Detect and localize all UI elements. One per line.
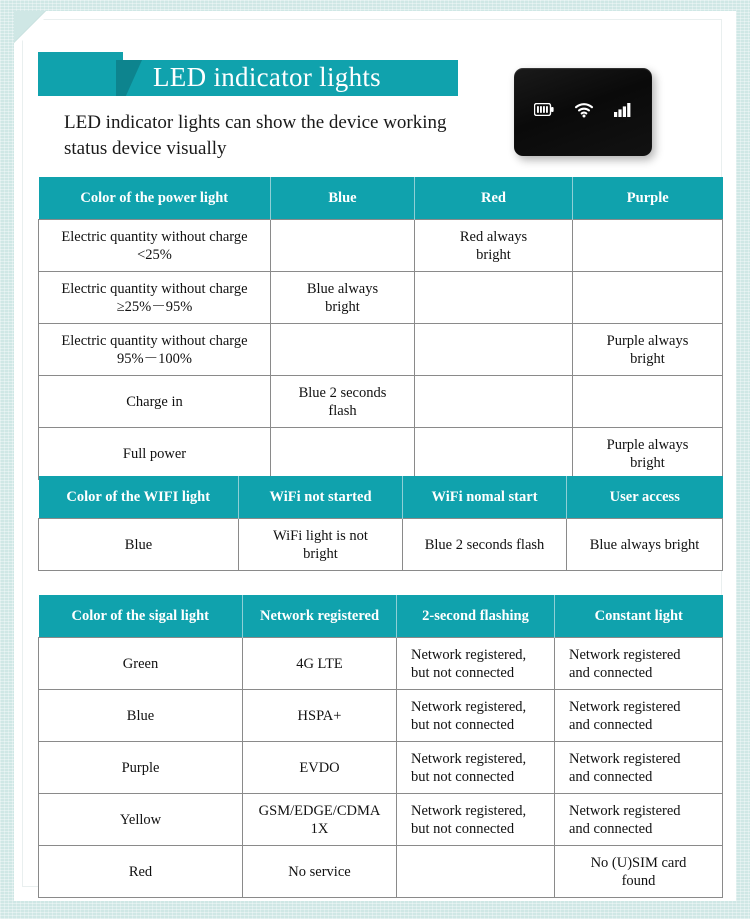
table-cell: No service [243, 846, 397, 898]
table-cell: 4G LTE [243, 638, 397, 690]
table-cell [271, 324, 415, 376]
column-header-3: Red [415, 177, 573, 220]
table-row [39, 220, 723, 272]
table-cell: Purple [39, 742, 243, 794]
table-header-row [39, 476, 723, 519]
table-cell [271, 428, 415, 480]
table-cell: No (U)SIM card found [555, 846, 723, 898]
table-row [39, 690, 723, 742]
table-cell: Network registered and connected [555, 638, 723, 690]
table-row [39, 742, 723, 794]
table-cell: WiFi light is not bright [239, 519, 403, 571]
column-header-1: Color of the WIFI light [39, 476, 239, 519]
table-cell [397, 846, 555, 898]
table-cell: Network registered, but not connected [397, 690, 555, 742]
table-cell [573, 220, 723, 272]
wifi-icon [574, 102, 594, 123]
table-cell [573, 272, 723, 324]
table-cell: EVDO [243, 742, 397, 794]
table-cell [415, 428, 573, 480]
table-cell [271, 220, 415, 272]
column-header-2: Network registered [243, 595, 397, 638]
column-header-1: Color of the sigal light [39, 595, 243, 638]
wifi-light-table [38, 476, 723, 571]
page-title: LED indicator lights [153, 62, 381, 92]
table-cell: Electric quantity without charge 95%－100% [39, 324, 271, 376]
table-cell: Full power [39, 428, 271, 480]
table-cell [415, 272, 573, 324]
table-header-row [39, 177, 723, 220]
table-row [39, 638, 723, 690]
table-cell: Blue always bright [567, 519, 723, 571]
table-row [39, 272, 723, 324]
table-body [39, 519, 723, 571]
battery-icon [534, 103, 554, 121]
table-header-row [39, 595, 723, 638]
table-cell: Blue always bright [271, 272, 415, 324]
table-cell: HSPA+ [243, 690, 397, 742]
table-cell: Blue 2 seconds flash [403, 519, 567, 571]
table-row [39, 324, 723, 376]
table-cell: Network registered and connected [555, 690, 723, 742]
table-cell: Yellow [39, 794, 243, 846]
table-cell [573, 376, 723, 428]
title-banner [38, 52, 458, 96]
table-cell: Network registered, but not connected [397, 638, 555, 690]
column-header-2: Blue [271, 177, 415, 220]
table-row [39, 519, 723, 571]
table-cell: Red [39, 846, 243, 898]
table-cell: GSM/EDGE/CDMA 1X [243, 794, 397, 846]
table-row [39, 428, 723, 480]
table-cell: Blue 2 seconds flash [271, 376, 415, 428]
table-cell: Electric quantity without charge ≥25%－95% [39, 272, 271, 324]
device-photo [514, 68, 652, 156]
column-header-3: 2-second flashing [397, 595, 555, 638]
table-body [39, 220, 723, 480]
table-cell: Network registered and connected [555, 794, 723, 846]
column-header-2: WiFi not started [239, 476, 403, 519]
signal-light-table [38, 595, 723, 898]
table-cell: Green [39, 638, 243, 690]
table-cell: Purple always bright [573, 324, 723, 376]
table-body [39, 638, 723, 898]
signal-bars-icon [614, 102, 633, 122]
table-row [39, 794, 723, 846]
power-light-table [38, 177, 723, 480]
table-cell: Purple always bright [573, 428, 723, 480]
table-row [39, 376, 723, 428]
table-cell: Red always bright [415, 220, 573, 272]
column-header-4: Purple [573, 177, 723, 220]
table-row [39, 846, 723, 898]
column-header-1: Color of the power light [39, 177, 271, 220]
column-header-4: User access [567, 476, 723, 519]
column-header-3: WiFi nomal start [403, 476, 567, 519]
table-cell: Electric quantity without charge <25% [39, 220, 271, 272]
table-cell: Network registered, but not connected [397, 742, 555, 794]
table-cell: Blue [39, 690, 243, 742]
table-cell: Network registered and connected [555, 742, 723, 794]
table-cell: Network registered, but not connected [397, 794, 555, 846]
table-cell: Charge in [39, 376, 271, 428]
table-cell [415, 376, 573, 428]
table-cell [415, 324, 573, 376]
column-header-4: Constant light [555, 595, 723, 638]
page-subtitle: LED indicator lights can show the device working status device visually [64, 112, 447, 159]
table-cell: Blue [39, 519, 239, 571]
